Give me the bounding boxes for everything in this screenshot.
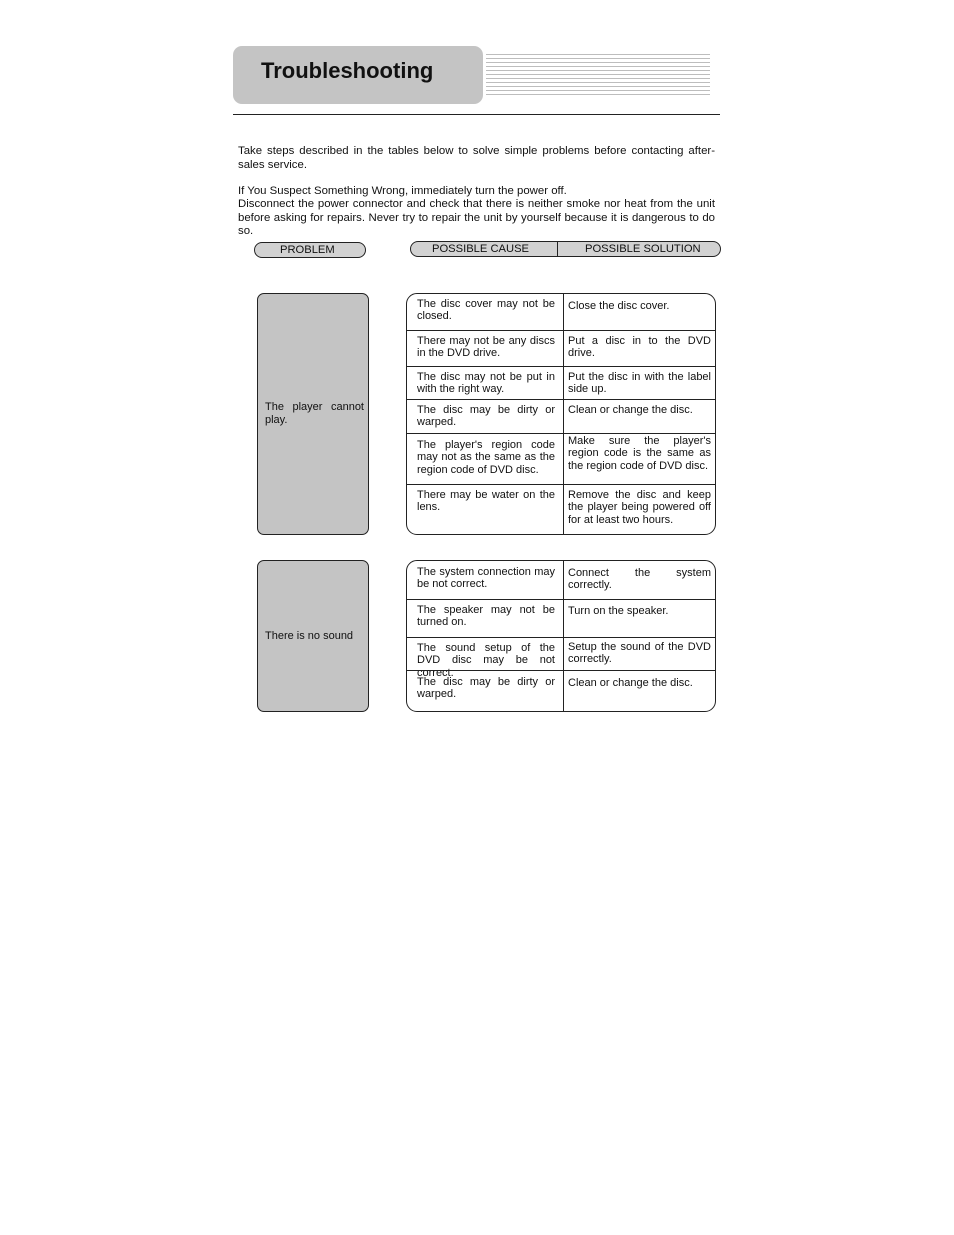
problem-header-label: PROBLEM <box>280 244 335 256</box>
causes-table-cannot-play <box>406 293 716 535</box>
cause-cell: There may be water on the lens. <box>417 489 555 514</box>
cause-cell: The disc may not be put in with the right way. <box>417 371 555 396</box>
table-row <box>407 330 715 366</box>
solution-cell: Put a disc in to the DVD drive. <box>568 335 711 360</box>
table-row <box>407 399 715 433</box>
cause-cell: The system connection may be not correct. <box>417 566 555 591</box>
causes-table-no-sound <box>406 560 716 712</box>
table-row <box>407 294 715 330</box>
table-row <box>407 484 715 535</box>
problem-text: The player cannot play. <box>265 401 364 426</box>
solution-cell: Put the disc in with the label side up. <box>568 371 711 396</box>
warning-paragraph: Disconnect the power connector and check that there is neither smoke nor heat from the unit before asking for repairs. Never try to repair the unit by yourself because it is dangerous to do so. <box>238 198 715 237</box>
table-row <box>407 599 715 637</box>
cause-cell: The sound setup of the DVD disc may be not correct. <box>417 642 555 679</box>
cause-cell: The disc may be dirty or warped. <box>417 676 555 701</box>
table-row <box>407 433 715 484</box>
table-row <box>407 561 715 599</box>
cause-solution-column-header <box>410 241 721 257</box>
header-rule <box>233 114 720 115</box>
cause-cell: There may not be any discs in the DVD drive. <box>417 335 555 360</box>
solution-cell: Remove the disc and keep the player being powered off for at least two hours. <box>568 489 711 526</box>
cause-cell: The player's region code may not as the same as the region code of DVD disc. <box>417 439 555 476</box>
problem-column-header <box>254 242 366 258</box>
cause-cell: The disc may be dirty or warped. <box>417 404 555 429</box>
solution-header-label: POSSIBLE SOLUTION <box>585 243 701 255</box>
intro-paragraph: Take steps described in the tables below to solve simple problems before contacting after-sales service. <box>238 145 715 171</box>
title-tab <box>233 46 483 104</box>
page-title: Troubleshooting <box>261 58 434 83</box>
solution-cell-line2: correctly. <box>568 579 612 591</box>
problem-text: There is no sound <box>265 629 354 642</box>
solution-cell-line1: Connect the system <box>568 567 711 579</box>
solution-cell: Clean or change the disc. <box>568 677 693 689</box>
table-row <box>407 670 715 712</box>
problem-box-no-sound <box>257 560 369 712</box>
solution-cell <box>407 561 408 562</box>
cause-cell: The speaker may not be turned on. <box>417 604 555 629</box>
cause-header-label: POSSIBLE CAUSE <box>432 243 529 255</box>
solution-cell: Make sure the player's region code is the same as the region code of DVD disc. <box>568 435 711 472</box>
table-row <box>407 637 715 679</box>
solution-cell: Setup the sound of the DVD correctly. <box>568 641 711 666</box>
header-decorative-lines <box>486 54 710 98</box>
header-divider <box>557 242 558 256</box>
solution-cell: Turn on the speaker. <box>568 605 669 617</box>
solution-cell: Clean or change the disc. <box>568 404 693 416</box>
cause-cell: The disc cover may not be closed. <box>417 298 555 323</box>
solution-cell: Close the disc cover. <box>568 300 670 312</box>
table-row <box>407 366 715 399</box>
problem-box-cannot-play <box>257 293 369 535</box>
warning-line: If You Suspect Something Wrong, immediately turn the power off. <box>238 185 567 197</box>
